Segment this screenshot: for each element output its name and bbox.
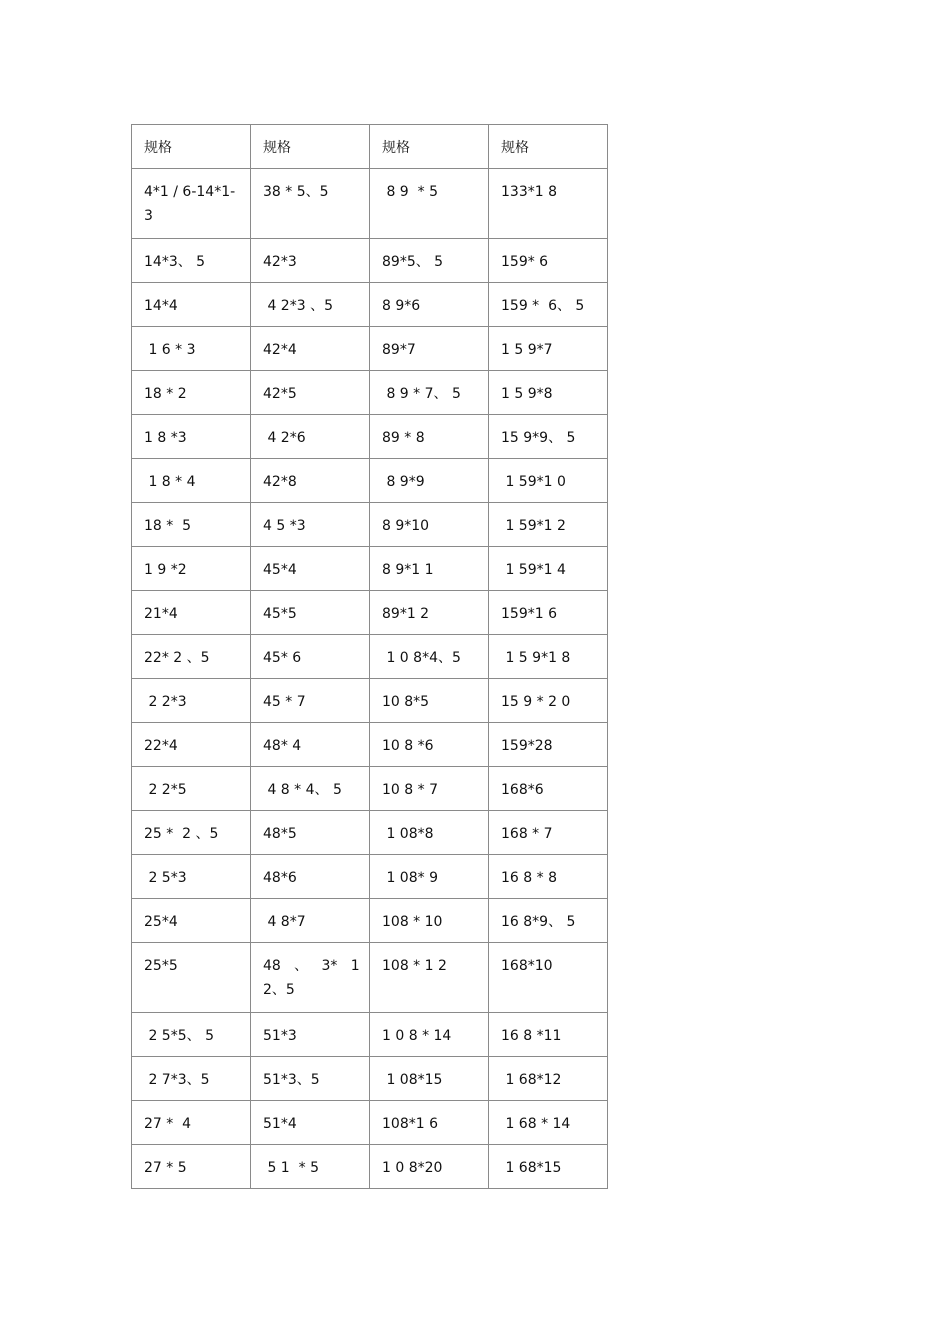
table-row [132, 899, 608, 943]
table-cell: 168*6 [489, 767, 608, 811]
header-cell: 规格 [251, 125, 370, 169]
table-cell: 18 * 2 [132, 371, 251, 415]
table-cell: 1 68 * 14 [489, 1101, 608, 1145]
table-cell: 108 * 10 [370, 899, 489, 943]
table-cell: 45*4 [251, 547, 370, 591]
table-row [132, 635, 608, 679]
table-cell: 168*10 [489, 943, 608, 1013]
table-cell: 15 9*9、 5 [489, 415, 608, 459]
table-cell: 16 8 *11 [489, 1013, 608, 1057]
table-cell: 1 08*15 [370, 1057, 489, 1101]
table-header-row [132, 125, 608, 169]
table-cell: 2 5*5、 5 [132, 1013, 251, 1057]
table-cell: 51*4 [251, 1101, 370, 1145]
table-row [132, 169, 608, 239]
table-cell: 1 0 8 * 14 [370, 1013, 489, 1057]
table-row [132, 767, 608, 811]
table-row [132, 415, 608, 459]
table-row [132, 371, 608, 415]
table-cell: 25*5 [132, 943, 251, 1013]
table-cell: 21*4 [132, 591, 251, 635]
table-cell: 108*1 6 [370, 1101, 489, 1145]
table-cell: 5 1 * 5 [251, 1145, 370, 1189]
table-cell: 159*1 6 [489, 591, 608, 635]
table-row [132, 1057, 608, 1101]
table-cell: 22*4 [132, 723, 251, 767]
table-cell: 45*5 [251, 591, 370, 635]
table-cell: 1 6 * 3 [132, 327, 251, 371]
table-row [132, 1101, 608, 1145]
table-row [132, 547, 608, 591]
table-cell: 4 8*7 [251, 899, 370, 943]
table-row [132, 283, 608, 327]
table-cell: 51*3 [251, 1013, 370, 1057]
table-cell: 1 59*1 2 [489, 503, 608, 547]
table-cell: 45 * 7 [251, 679, 370, 723]
table-row [132, 239, 608, 283]
table-cell: 8 9*10 [370, 503, 489, 547]
table-cell: 1 68*12 [489, 1057, 608, 1101]
table-cell: 15 9 * 2 0 [489, 679, 608, 723]
table-cell: 89*7 [370, 327, 489, 371]
table-cell: 4*1 / 6-14*1-3 [132, 169, 251, 239]
table-cell: 2 2*3 [132, 679, 251, 723]
table-row [132, 503, 608, 547]
header-cell: 规格 [489, 125, 608, 169]
table-cell: 27 * 5 [132, 1145, 251, 1189]
table-cell: 1 0 8*4、5 [370, 635, 489, 679]
table-cell: 8 9 * 7、 5 [370, 371, 489, 415]
table-row [132, 855, 608, 899]
table-cell: 42*5 [251, 371, 370, 415]
table-cell: 42*3 [251, 239, 370, 283]
table-cell: 14*4 [132, 283, 251, 327]
table-cell: 4 2*3 、5 [251, 283, 370, 327]
table-cell: 22* 2 、5 [132, 635, 251, 679]
table-cell: 1 9 *2 [132, 547, 251, 591]
table-cell: 27 * 4 [132, 1101, 251, 1145]
table-row [132, 679, 608, 723]
table-cell: 48*6 [251, 855, 370, 899]
table-row [132, 723, 608, 767]
table-cell: 168 * 7 [489, 811, 608, 855]
table-row [132, 1013, 608, 1057]
table-row [132, 591, 608, 635]
table-cell: 1 68*15 [489, 1145, 608, 1189]
table-cell: 1 0 8*20 [370, 1145, 489, 1189]
table-cell: 1 08* 9 [370, 855, 489, 899]
table-cell: 1 08*8 [370, 811, 489, 855]
table-cell: 42*8 [251, 459, 370, 503]
table-cell: 2 2*5 [132, 767, 251, 811]
header-cell: 规格 [132, 125, 251, 169]
table-row [132, 327, 608, 371]
table-cell: 25 * 2 、5 [132, 811, 251, 855]
table-cell: 8 9*9 [370, 459, 489, 503]
table-cell: 8 9*6 [370, 283, 489, 327]
table-cell: 4 5 *3 [251, 503, 370, 547]
table-cell: 10 8 *6 [370, 723, 489, 767]
table-cell: 16 8 * 8 [489, 855, 608, 899]
table-cell: 159*28 [489, 723, 608, 767]
table-cell: 133*1 8 [489, 169, 608, 239]
table-cell: 1 59*1 0 [489, 459, 608, 503]
table-cell: 1 5 9*1 8 [489, 635, 608, 679]
table-cell: 48*5 [251, 811, 370, 855]
spec-table-body [132, 125, 608, 1189]
table-row [132, 1145, 608, 1189]
table-cell: 1 8 * 4 [132, 459, 251, 503]
table-cell: 89*1 2 [370, 591, 489, 635]
table-cell: 1 8 *3 [132, 415, 251, 459]
table-cell: 48 、 3* 1 2、5 [251, 943, 370, 1013]
table-row [132, 811, 608, 855]
table-cell: 45* 6 [251, 635, 370, 679]
table-cell: 8 9 * 5 [370, 169, 489, 239]
table-cell: 10 8 * 7 [370, 767, 489, 811]
table-cell: 18 * 5 [132, 503, 251, 547]
table-row [132, 459, 608, 503]
table-cell: 159* 6 [489, 239, 608, 283]
table-cell: 89 * 8 [370, 415, 489, 459]
table-cell: 42*4 [251, 327, 370, 371]
table-cell: 38 * 5、5 [251, 169, 370, 239]
table-cell: 8 9*1 1 [370, 547, 489, 591]
table-cell: 1 5 9*8 [489, 371, 608, 415]
table-cell: 51*3、5 [251, 1057, 370, 1101]
table-cell: 4 8 * 4、 5 [251, 767, 370, 811]
table-cell: 89*5、 5 [370, 239, 489, 283]
table-cell: 10 8*5 [370, 679, 489, 723]
table-cell: 2 5*3 [132, 855, 251, 899]
table-row [132, 943, 608, 1013]
table-cell: 1 5 9*7 [489, 327, 608, 371]
table-cell: 1 59*1 4 [489, 547, 608, 591]
spec-table [131, 124, 608, 1189]
table-cell: 159 * 6、 5 [489, 283, 608, 327]
table-cell: 48* 4 [251, 723, 370, 767]
table-cell: 4 2*6 [251, 415, 370, 459]
header-cell: 规格 [370, 125, 489, 169]
table-cell: 2 7*3、5 [132, 1057, 251, 1101]
table-cell: 16 8*9、 5 [489, 899, 608, 943]
table-cell: 25*4 [132, 899, 251, 943]
table-cell: 108 * 1 2 [370, 943, 489, 1013]
table-cell: 14*3、 5 [132, 239, 251, 283]
